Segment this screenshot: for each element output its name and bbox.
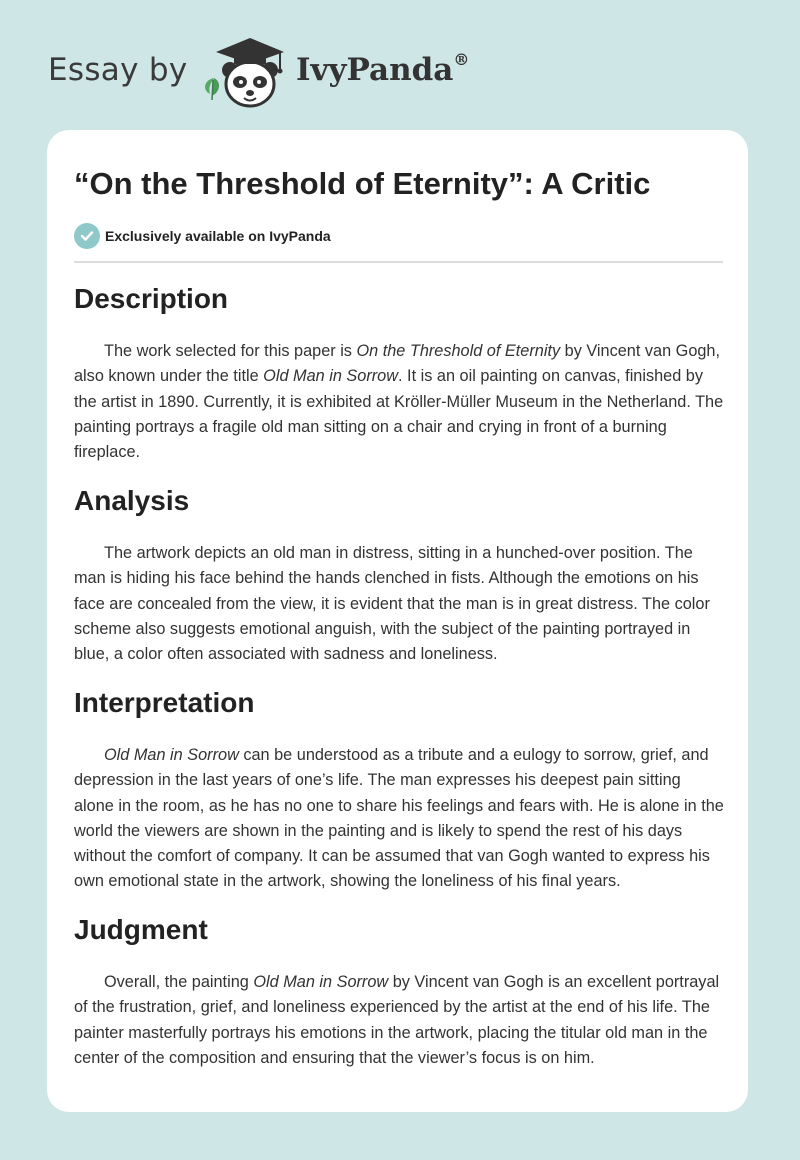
section-heading: Judgment <box>74 914 208 945</box>
section-description <box>74 283 724 465</box>
brand-name[interactable] <box>296 52 469 88</box>
brand-text: IvyPanda <box>296 52 454 88</box>
section-paragraph: Old Man in Sorrow can be understood as a tribute and a eulogy to sorrow, grief, and depression in the last years of one’s life. The man expresses his deepest pain sitting alone in the room, as he has no one to share his feelings and fears with. He is alone in the world the viewers are shown in the painting and is likely to spend the rest of his days without the comfort of company. It can be assumed that van Gogh wanted to express his own emotional state in the artwork, showing the loneliness of his final years. <box>74 746 724 891</box>
essay-by-label: Essay by <box>48 52 188 88</box>
section-judgment <box>74 914 724 1071</box>
section-heading: Description <box>74 283 229 314</box>
section-interpretation <box>74 687 724 895</box>
section-heading: Interpretation <box>74 687 255 718</box>
exclusive-badge <box>74 223 331 249</box>
essay-card <box>47 130 748 1112</box>
section-analysis <box>74 485 724 667</box>
section-paragraph: The artwork depicts an old man in distress, sitting in a hunched-over position. The man is hiding his face behind the hands clenched in fists. Although the emotions on his face are concealed from the view, it is evident that the man is in great distress. The color scheme also suggests emotional anguish, with the subject of the painting portrayed in blue, a color often associated with sadness and loneliness. <box>74 544 710 664</box>
site-header <box>0 0 800 130</box>
divider <box>74 261 723 263</box>
exclusive-badge-label: Exclusively available on IvyPanda <box>105 228 331 244</box>
leaf-icon <box>205 78 219 100</box>
panda-graduation-cap-icon <box>200 32 296 112</box>
checkmark-icon <box>74 223 100 249</box>
section-heading: Analysis <box>74 485 190 516</box>
registered-mark: ® <box>453 50 470 69</box>
page-title: “On the Threshold of Eternity”: A Critic <box>74 166 651 201</box>
section-paragraph: Overall, the painting Old Man in Sorrow by Vincent van Gogh is an excellent portrayal of the frustration, grief, and loneliness experienced by the artist at the end of his life. The painter masterfully portrays his emotions in the artwork, placing the titular old man in the center of the composition and ensuring that the viewer’s focus is on him. <box>74 973 720 1067</box>
section-paragraph: The work selected for this paper is On the Threshold of Eternity by Vincent van Gogh, also known under the title Old Man in Sorrow. It is an oil painting on canvas, finished by the artist in 1890. Currently, it is exhibited at Kröller-Müller Museum in the Netherland. The painting portrays a fragile old man sitting on a chair and crying in front of a burning fireplace. <box>74 342 724 462</box>
